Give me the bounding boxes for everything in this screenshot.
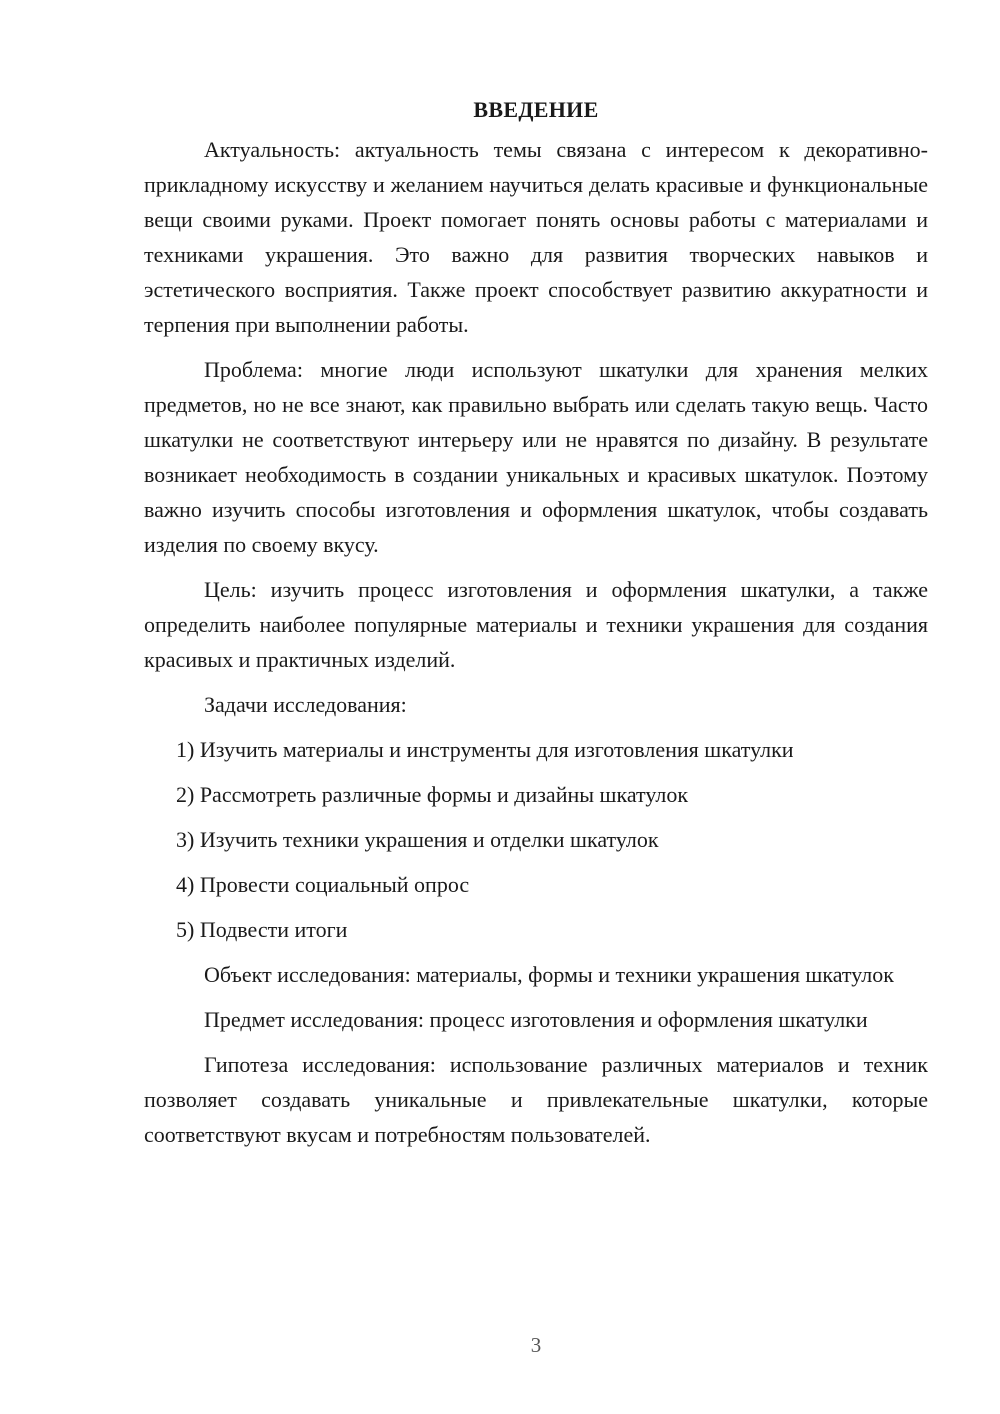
document-page xyxy=(144,92,928,1162)
page-number: 3 xyxy=(530,1333,542,1357)
task-item: 2) Рассмотреть различные формы и дизайны шкатулок xyxy=(176,782,689,807)
paragraph-problem: Проблема: многие люди используют шкатулки для хранения мелких предметов, но не все знают, как правильно выбрать или сделать такую вещь. Часто шкатулки не соответствуют интерьеру или не нравятся по дизайну. В результате возникает необходимость в создании уникальных и красивых шкатулок. Поэтому важно изучить способы изготовления и оформления шкатулок, чтобы создавать изделия по своему вкусу. xyxy=(144,357,928,557)
task-item: 3) Изучить техники украшения и отделки шкатулок xyxy=(176,827,659,852)
paragraph-goal: Цель: изучить процесс изготовления и оформления шкатулки, а также определить наиболее популярные материалы и техники украшения для создания красивых и практичных изделий. xyxy=(144,577,928,672)
task-item: 1) Изучить материалы и инструменты для изготовления шкатулки xyxy=(176,737,794,762)
tasks-title: Задачи исследования: xyxy=(204,692,407,717)
paragraph-hypothesis: Гипотеза исследования: использование различных материалов и техник позволяет создавать уникальные и привлекательные шкатулки, которые соответствуют вкусам и потребностям пользователей. xyxy=(144,1052,928,1147)
paragraph-subject: Предмет исследования: процесс изготовления и оформления шкатулки xyxy=(204,1007,868,1032)
section-heading: ВВЕДЕНИЕ xyxy=(473,97,599,122)
task-list xyxy=(144,732,928,947)
task-item: 4) Провести социальный опрос xyxy=(176,872,470,897)
task-item: 5) Подвести итоги xyxy=(176,917,348,942)
paragraph-object: Объект исследования: материалы, формы и техники украшения шкатулок xyxy=(204,962,894,987)
paragraph-relevance: Актуальность: актуальность темы связана с интересом к декоративно-прикладному искусству и желанием научиться делать красивые и функциональные вещи своими руками. Проект помогает понять основы работы с материалами и техниками украшения. Это важно для развития творческих навыков и эстетического восприятия. Также проект способствует развитию аккуратности и терпения при выполнении работы. xyxy=(144,137,928,337)
